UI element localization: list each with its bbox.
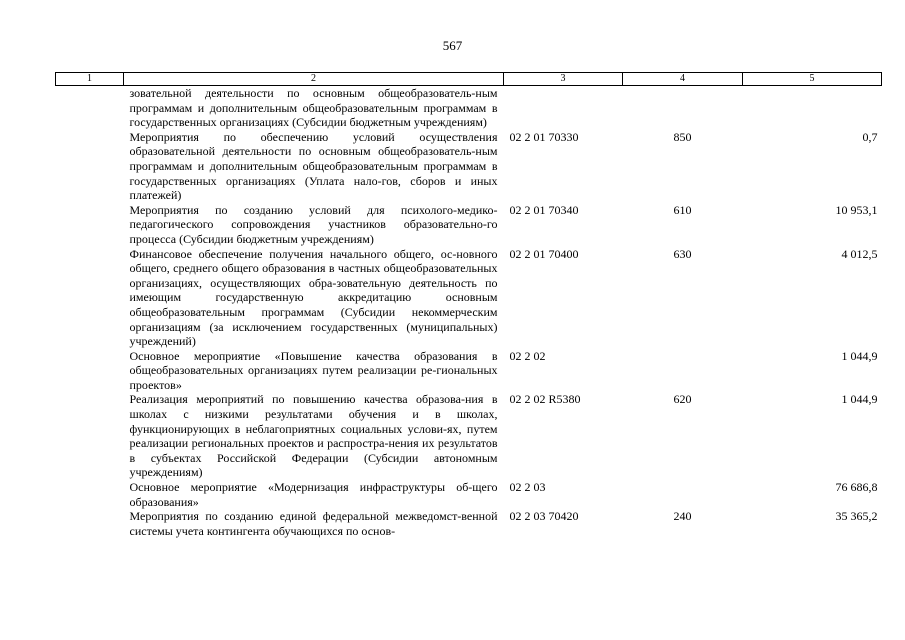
amount: 4 012,5	[841, 246, 878, 261]
expense-type	[623, 480, 743, 509]
target-code: 02 2 01 70330	[509, 129, 579, 144]
header-col-1: 1	[56, 73, 124, 86]
item-name: Мероприятия по созданию условий для психолого-медико-педагогического сопровождения участников образовательно-го процесса (Субсидии бюджетным учреждениям)	[129, 202, 498, 246]
table-row	[56, 247, 882, 349]
item-name: Основное мероприятие «Модернизация инфраструктуры об-щего образования»	[129, 480, 498, 509]
row-number-cell	[56, 349, 124, 393]
expense-type: 850	[673, 129, 692, 144]
header-row	[56, 73, 882, 86]
header-col-2: 2	[124, 73, 504, 86]
row-number-cell	[56, 130, 124, 203]
item-name: Мероприятия по созданию единой федеральной межведомст-венной системы учета контингента обучающихся по основ-	[129, 509, 498, 538]
header-col-4: 4	[623, 73, 743, 86]
table-row	[56, 480, 882, 509]
amount: 35 365,2	[835, 509, 878, 524]
table-row	[56, 130, 882, 203]
expense-type	[623, 349, 743, 393]
header-col-5: 5	[743, 73, 882, 86]
table-row	[56, 86, 882, 130]
table-row	[56, 203, 882, 247]
row-number-cell	[56, 203, 124, 247]
budget-table	[55, 72, 882, 538]
amount: 76 686,8	[835, 480, 878, 495]
item-name: Финансовое обеспечение получения начального общего, ос-новного общего, среднего общего образования в частных общеобразовательных организациях, осуществляющих обра-зовательную деятельность по имеющим государственную аккредитацию основным общеобразовательным программам (Субсидии некоммерческим организациям (за исключением государственных (муниципальных) учреждений)	[129, 246, 498, 349]
table-row	[56, 509, 882, 538]
header-col-3: 3	[504, 73, 623, 86]
item-name: Реализация мероприятий по повышению качества образова-ния в школах с низкими результатами обучения и в школах, функционирующих в неблагоприятных социальных услови-ях, путем реализации региональных проектов и распростра-нения их результатов в субъектах Российской Федерации (Субсидии автономным учреждениям)	[129, 392, 498, 480]
row-number-cell	[56, 247, 124, 349]
table-body	[56, 86, 882, 539]
target-code: 02 2 01 70400	[509, 246, 579, 261]
item-name: зовательной деятельности по основным общеобразователь-ным программам и дополнительным общеобразовательным программам в государственных организациях (Субсидии бюджетным учреждениям)	[129, 86, 498, 130]
expense-type: 630	[673, 246, 692, 261]
row-number-cell	[56, 86, 124, 130]
table-row	[56, 392, 882, 480]
row-number-cell	[56, 480, 124, 509]
amount: 1 044,9	[841, 348, 878, 363]
expense-type	[623, 86, 743, 130]
item-name: Основное мероприятие «Повышение качества образования в общеобразовательных организациях путем реализации ре-гиональных проектов»	[129, 348, 498, 392]
amount: 0,7	[862, 129, 878, 144]
expense-type: 620	[673, 392, 692, 407]
page-number: 567	[442, 38, 463, 53]
table-row	[56, 349, 882, 393]
target-code	[504, 86, 623, 130]
table-header	[56, 73, 882, 86]
amount	[743, 86, 882, 130]
target-code: 02 2 03	[509, 480, 546, 495]
row-number-cell	[56, 392, 124, 480]
amount: 1 044,9	[841, 392, 878, 407]
amount: 10 953,1	[835, 202, 878, 217]
row-number-cell	[56, 509, 124, 538]
expense-type: 240	[673, 509, 692, 524]
expense-type: 610	[673, 202, 692, 217]
target-code: 02 2 01 70340	[509, 202, 579, 217]
target-code: 02 2 02	[509, 348, 546, 363]
item-name: Мероприятия по обеспечению условий осуществления образовательной деятельности по основным общеобразователь-ным программам и дополнительным общеобразовательным программам в государственных организациях (Уплата нало-гов, сборов и иных платежей)	[129, 129, 498, 203]
target-code: 02 2 03 70420	[509, 509, 579, 524]
target-code: 02 2 02 R5380	[509, 392, 581, 407]
